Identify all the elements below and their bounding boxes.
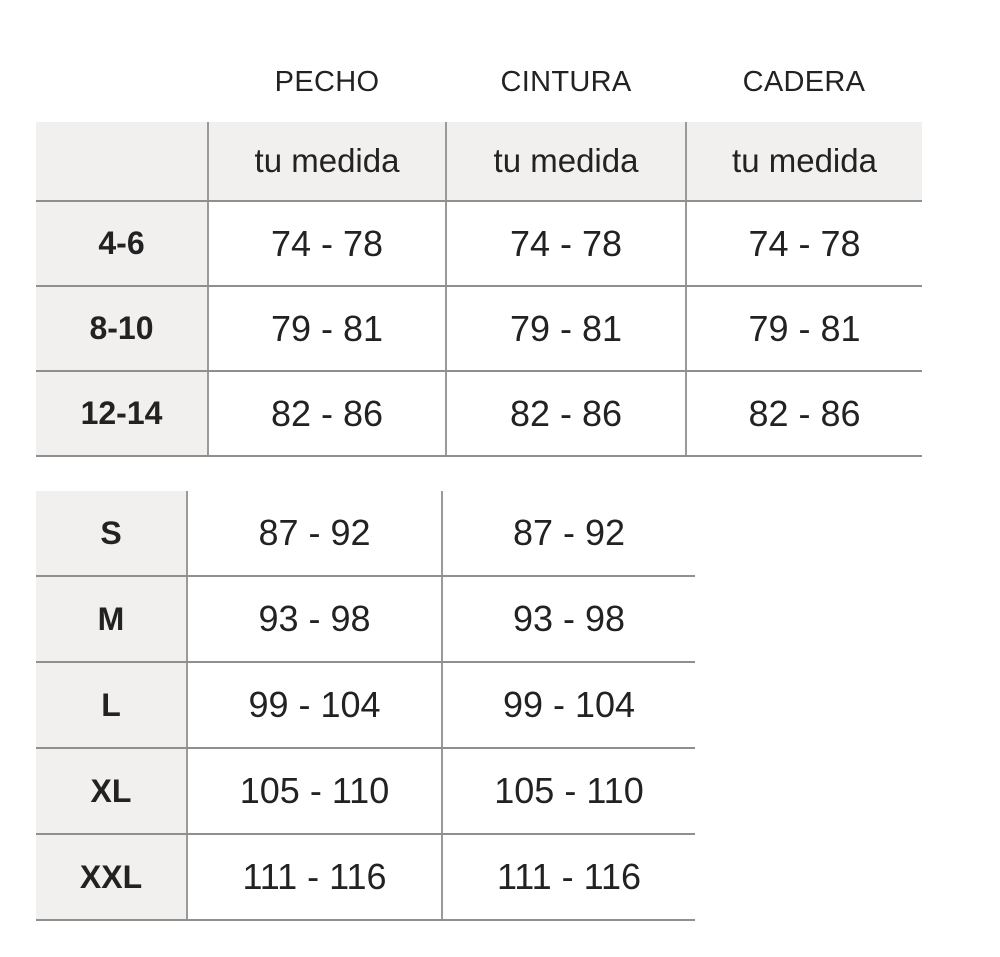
table-row: [36, 491, 695, 576]
subheader-waist: tu medida: [446, 122, 686, 201]
waist-value: 82 - 86: [446, 371, 686, 456]
kids-size-table: [36, 122, 922, 457]
waist-value: 93 - 98: [442, 576, 695, 662]
adult-size-table: [36, 491, 695, 921]
subheader-hip: tu medida: [686, 122, 922, 201]
chest-value: 99 - 104: [187, 662, 442, 748]
chest-value: 74 - 78: [208, 201, 446, 286]
waist-value: 111 - 116: [442, 834, 695, 920]
size-label: XL: [36, 748, 187, 834]
waist-value: 74 - 78: [446, 201, 686, 286]
chest-value: 79 - 81: [208, 286, 446, 371]
table-row: [36, 748, 695, 834]
chest-value: 87 - 92: [187, 491, 442, 576]
column-header-waist: CINTURA: [500, 66, 632, 98]
size-label: 8-10: [36, 286, 208, 371]
size-label: 12-14: [36, 371, 208, 456]
size-label: L: [36, 662, 187, 748]
waist-value: 79 - 81: [446, 286, 686, 371]
size-label: 4-6: [36, 201, 208, 286]
chest-value: 111 - 116: [187, 834, 442, 920]
column-header-chest: PECHO: [274, 66, 380, 98]
chest-value: 105 - 110: [187, 748, 442, 834]
hip-value: 79 - 81: [686, 286, 922, 371]
chest-value: 82 - 86: [208, 371, 446, 456]
waist-value: 99 - 104: [442, 662, 695, 748]
waist-value: 105 - 110: [442, 748, 695, 834]
subheader-chest: tu medida: [208, 122, 446, 201]
subheader-corner-cell: [36, 122, 208, 201]
table-row: [36, 662, 695, 748]
waist-value: 87 - 92: [442, 491, 695, 576]
size-label: XXL: [36, 834, 187, 920]
column-header-hip: CADERA: [742, 66, 866, 98]
table-row: [36, 286, 922, 371]
hip-value: 74 - 78: [686, 201, 922, 286]
hip-value: 82 - 86: [686, 371, 922, 456]
table-row: [36, 834, 695, 920]
size-label: M: [36, 576, 187, 662]
table-row: [36, 371, 922, 456]
subheader-row: [36, 122, 922, 201]
table-row: [36, 201, 922, 286]
chest-value: 93 - 98: [187, 576, 442, 662]
table-row: [36, 576, 695, 662]
size-label: S: [36, 491, 187, 576]
